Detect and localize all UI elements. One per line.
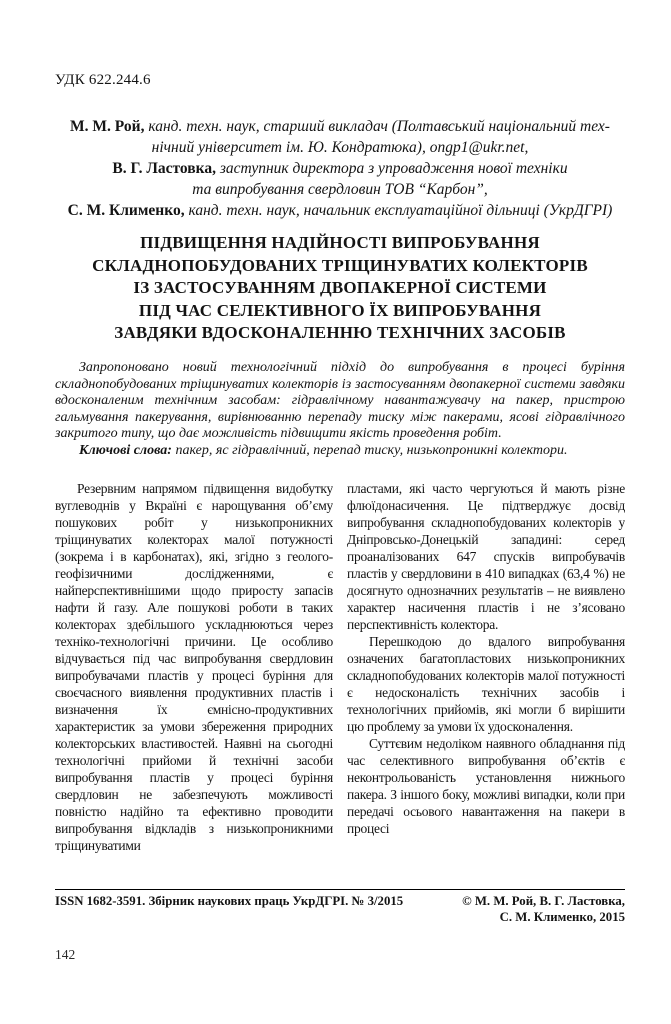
author-role: заступник директора з упровадження нової техніки: [216, 160, 568, 177]
issn-label: ISSN 1682-3591. Збірник наукових праць УкрДГРІ. № 3/2015: [55, 894, 404, 908]
body-column-left: [55, 480, 333, 882]
footer: [55, 894, 625, 925]
keywords-line: [55, 443, 625, 460]
keywords-label: Ключові слова:: [79, 442, 172, 458]
paper-title-line: СКЛАДНОПОБУДОВАНИХ ТРІЩИНУВАТИХ КОЛЕКТОРІВ: [92, 255, 588, 275]
author-line-1: [55, 116, 625, 137]
author-line-3: [55, 158, 625, 179]
abstract-text: Запропоновано новий технологічний підхід до випробування в процесі буріння складнопобудованих тріщинуватих колекторів із застосуванням двопакерної системи завдяки вдосконаленим технічним засобам: гідравлічному навантажувачу на пакер, пристрою гальмування пакерування, вирівнюванню перепаду тиску між пакерами, ясові гідравлічного закритого типу, що дає можливість підвищити якість проведення робіт.: [55, 360, 625, 442]
author-role: канд. техн. наук, старший викладач (Полтавський національний тех-: [144, 118, 610, 135]
author-name: В. Г. Ластовка,: [112, 160, 216, 177]
paper-title-line: ІЗ ЗАСТОСУВАННЯМ ДВОПАКЕРНОЇ СИСТЕМИ: [133, 278, 547, 298]
udc-label: УДК 622.244.6: [55, 72, 151, 88]
paper-title: [55, 232, 625, 345]
body-text: [55, 480, 625, 882]
paragraph: Суттєвим недоліком наявного обладнання під час селективного випробування об’єктів є неконтрольованість установлення нижнього пакера. З іншого боку, можливі випадки, коли при передачі осьового навантаження на пакери в процесі: [347, 736, 625, 836]
copyright-text: [462, 894, 625, 925]
paragraph: пластами, які часто чергуються й мають різне флюїдонасичення. Це підтверджує досвід випробування складнопобудованих колекторів у Дніпровсько-Донецькій западині: серед проаналізованих 647 спусків випробувачів пластів у свердловини в 410 випадках (63,4 %) не досягнуто однозначних результатів – не виявлено характер насичення пластів і не з’ясовано перспективність колектора.: [347, 481, 625, 632]
keywords-text: пакер, яс гідравлічний, перепад тиску, низькопроникні колектори.: [171, 442, 568, 458]
footer-divider: [55, 889, 625, 890]
author-name: М. М. Рой,: [70, 118, 145, 135]
abstract-block: [55, 360, 625, 460]
author-line-2: нічний університет ім. Ю. Кондратюка), ongp1@ukr.net,: [151, 139, 529, 156]
author-role: канд. техн. наук, начальник експлуатаційної дільниці (УкрДГРІ): [184, 202, 613, 219]
copyright-line-1: © М. М. Рой, В. Г. Ластовка,: [462, 894, 625, 908]
paper-title-line: ПІД ЧАС СЕЛЕКТИВНОГО ЇХ ВИПРОБУВАННЯ: [138, 300, 542, 320]
paper-title-line: ЗАВДЯКИ ВДОСКОНАЛЕННЮ ТЕХНІЧНИХ ЗАСОБІВ: [114, 323, 566, 343]
body-column-right: [347, 480, 625, 882]
paper-title-line: ПІДВИЩЕННЯ НАДІЙНОСТІ ВИПРОБУВАННЯ: [140, 233, 540, 252]
paragraph: Перешкодою до вдалого випробування означених багатопластових низькопроникних складнопобудованих колекторів малої потужності є недосконалість технічних засобів і технологічних прийомів, які могли б вирішити цю проблему за умови їх удосконалення.: [347, 634, 625, 734]
paragraph: Резервним напрямом підвищення видобутку вуглеводнів у Вкраїні є нарощування об’єму пошукових робіт у низькопроникних тріщинуватих колекторах малої потужності (зокрема і в карбонатах), які, згідно з геолого-геофізичними дослідженнями, є найперспективнішими щодо приросту запасів нафти й газу. Але пошукові роботи в таких колекторах здебільшого ускладнюються через техніко-технологічні причини. Це особливо відчувається під час випробування свердловин випробувачами пластів у процесі буріння для своєчасного виявлення продуктивних пластів і визначення їх ємнісно-продуктивних характеристик за умови збереження природних колекторських властивостей. Наявні на сьогодні технологічні прийоми й технічні засоби випробування пластів у процесі буріння свердловин не забезпечують можливості повністю надійно та ефективно проводити випробування відкладів з низькопроникними тріщинуватими: [55, 481, 333, 853]
author-name: С. М. Клименко,: [67, 202, 185, 219]
author-line-4: та випробування свердловин ТОВ “Карбон”,: [192, 181, 488, 198]
page-number: 142: [55, 947, 76, 962]
author-block: [55, 116, 625, 221]
copyright-line-2: С. М. Клименко, 2015: [499, 909, 625, 924]
author-line-5: [55, 200, 625, 221]
